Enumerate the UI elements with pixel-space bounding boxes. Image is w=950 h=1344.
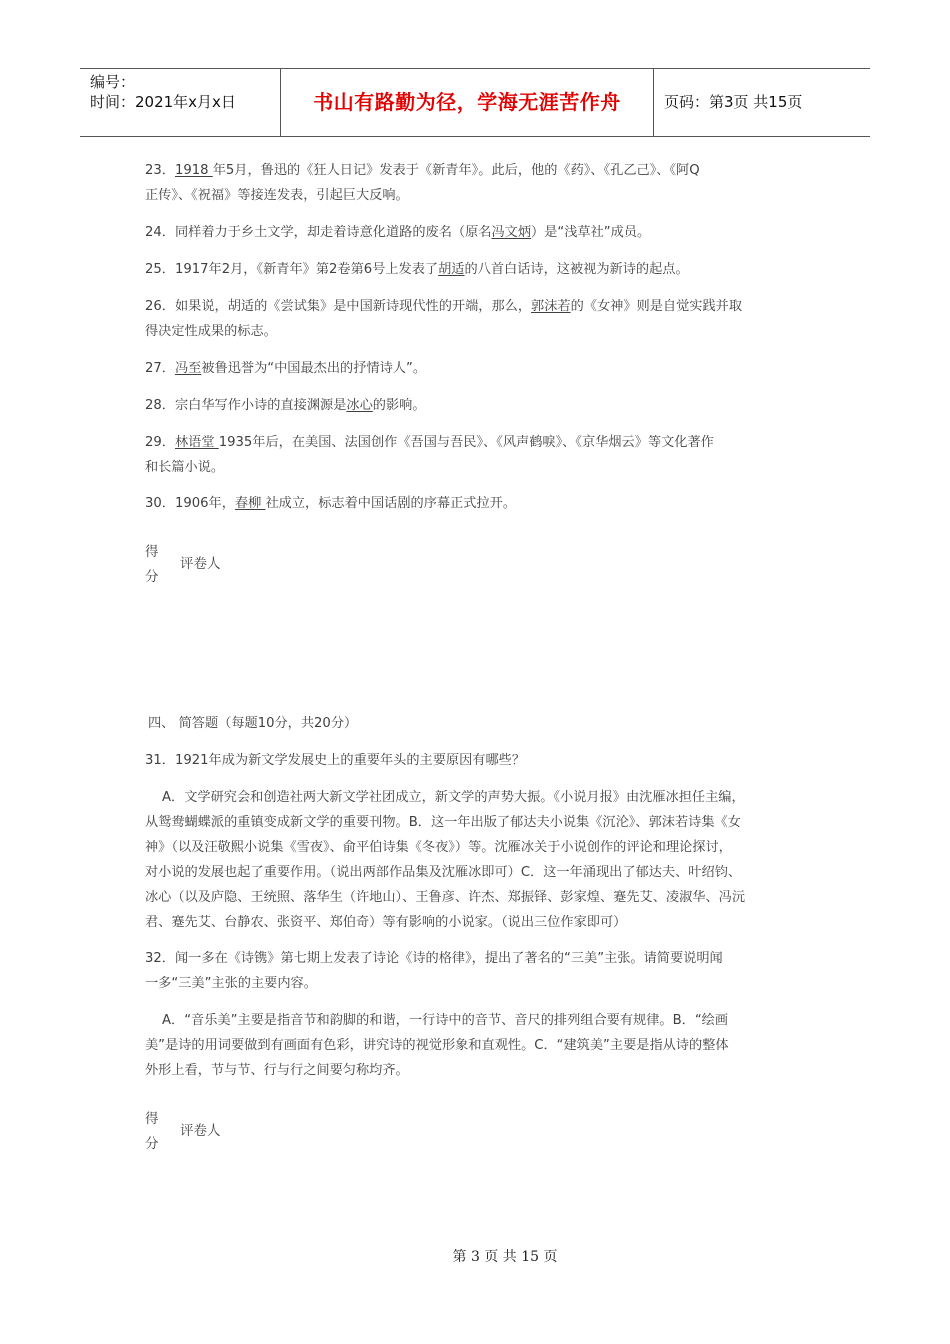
question-25: 25．1917年2月，《新青年》第2卷第6号上发表了胡适的八首白话诗，这被视为新诗的起点。 — [145, 262, 689, 277]
answer-27: 冯至 — [174, 361, 202, 376]
question-26: 26．如果说，胡适的《尝试集》是中国新诗现代性的开端，那么，郭沫若的《女神》则是自觉实践并取 得决定性成果的标志。 — [145, 299, 743, 339]
answer-31-cont: 从鸳鸯蝴蝶派的重镇变成新文学的重要刊物。B．这一年出版了郁达夫小说集《沉沦》、郭沫若诗集《女 神》（以及汪敬熙小说集《雪夜》、俞平伯诗集《冬夜》）等。沈雁冰关于小说创作的评论和理论探讨， 对小说的发展也起了重要作用。（说出两部作品集及沈雁冰即可）C．这一年涌现出了郁达夫、叶绍钧、 冰心（以及庐隐、王统照、落华生（许地山）、王鲁彦、许杰、郑振铎、彭家煌、蹇先艾、凌淑华、冯沅 君、蹇先艾、台静农、张资平、郑伯奇）等有影响的小说家。（说出三位作家即可） — [145, 815, 746, 930]
question-31: 31．1921年成为新文学发展史上的重要年头的主要原因有哪些？ — [145, 753, 526, 768]
score-fen: 分 — [145, 569, 159, 585]
grader-label: 评卷人 — [180, 556, 221, 572]
header-meta — [80, 69, 281, 136]
date-label: 时间：2021年x月x日 — [90, 93, 236, 111]
question-32: 32．闻一多在《诗镌》第七期上发表了诗论《诗的格律》，提出了著名的“三美”主张。请简要说明闻 一多“三美”主张的主要内容。 — [145, 951, 723, 991]
page-header — [80, 68, 870, 137]
header-page — [654, 69, 870, 136]
section-4-title: 四、 简答题（每题10分，共20分） — [148, 716, 358, 731]
question-24: 24．同样着力于乡土文学，却走着诗意化道路的废名（原名冯文炳）是“浅草社”成员。 — [145, 225, 651, 240]
answer-24: 冯文炳 — [491, 225, 532, 240]
question-28: 28．宗白华写作小诗的直接渊源是冰心的影响。 — [145, 398, 426, 413]
score-fen-2: 分 — [145, 1136, 159, 1152]
answer-25: 胡适 — [438, 262, 465, 277]
answer-32: A．“音乐美”主要是指音节和韵脚的和谐，一行诗中的音节、音尺的排列组合要有规律。B．“绘画 — [162, 1013, 729, 1028]
answer-23: 1918 — [174, 163, 213, 178]
page-label: 页码：第3页 共15页 — [664, 93, 803, 111]
score-box-2 — [145, 1107, 221, 1157]
score-de: 得 — [145, 544, 159, 560]
answer-28: 冰心 — [346, 398, 373, 413]
score-de-2: 得 — [145, 1111, 159, 1127]
question-23: 23．1918 年5月，鲁迅的《狂人日记》发表于《新青年》。此后，他的《药》、《孔乙己》、《阿Q 正传》、《祝福》等接连发表，引起巨大反响。 — [145, 163, 700, 203]
footer-page-number: 第 3 页 共 15 页 — [452, 1249, 558, 1265]
question-29: 29．林语堂 1935年后，在美国、法国创作《吾国与吾民》、《风声鹤唳》、《京华烟云》等文化著作 和长篇小说。 — [145, 435, 714, 475]
answer-26: 郭沫若 — [531, 299, 571, 314]
answer-29: 林语堂 — [174, 435, 219, 450]
answer-32-cont: 美”是诗的用词要做到有画面有色彩，讲究诗的视觉形象和直观性。C．“建筑美”主要是指从诗的整体 外形上看，节与节、行与行之间要匀称均齐。 — [145, 1038, 729, 1078]
answer-30: 春柳 — [234, 496, 266, 511]
header-motto — [281, 69, 654, 136]
motto-text: 书山有路勤为径，学海无涯苦作舟 — [313, 90, 621, 114]
answer-31: A．文学研究会和创造社两大新文学社团成立，新文学的声势大振。《小说月报》由沈雁冰担任主编， — [162, 790, 745, 805]
grader-label-2: 评卷人 — [180, 1123, 221, 1139]
number-label: 编号： — [90, 73, 136, 91]
question-27: 27．冯至被鲁迅誉为“中国最杰出的抒情诗人”。 — [145, 361, 427, 376]
question-30: 30．1906年，春柳 社成立，标志着中国话剧的序幕正式拉开。 — [145, 496, 517, 511]
page-footer — [0, 1246, 950, 1266]
score-box — [145, 540, 221, 590]
